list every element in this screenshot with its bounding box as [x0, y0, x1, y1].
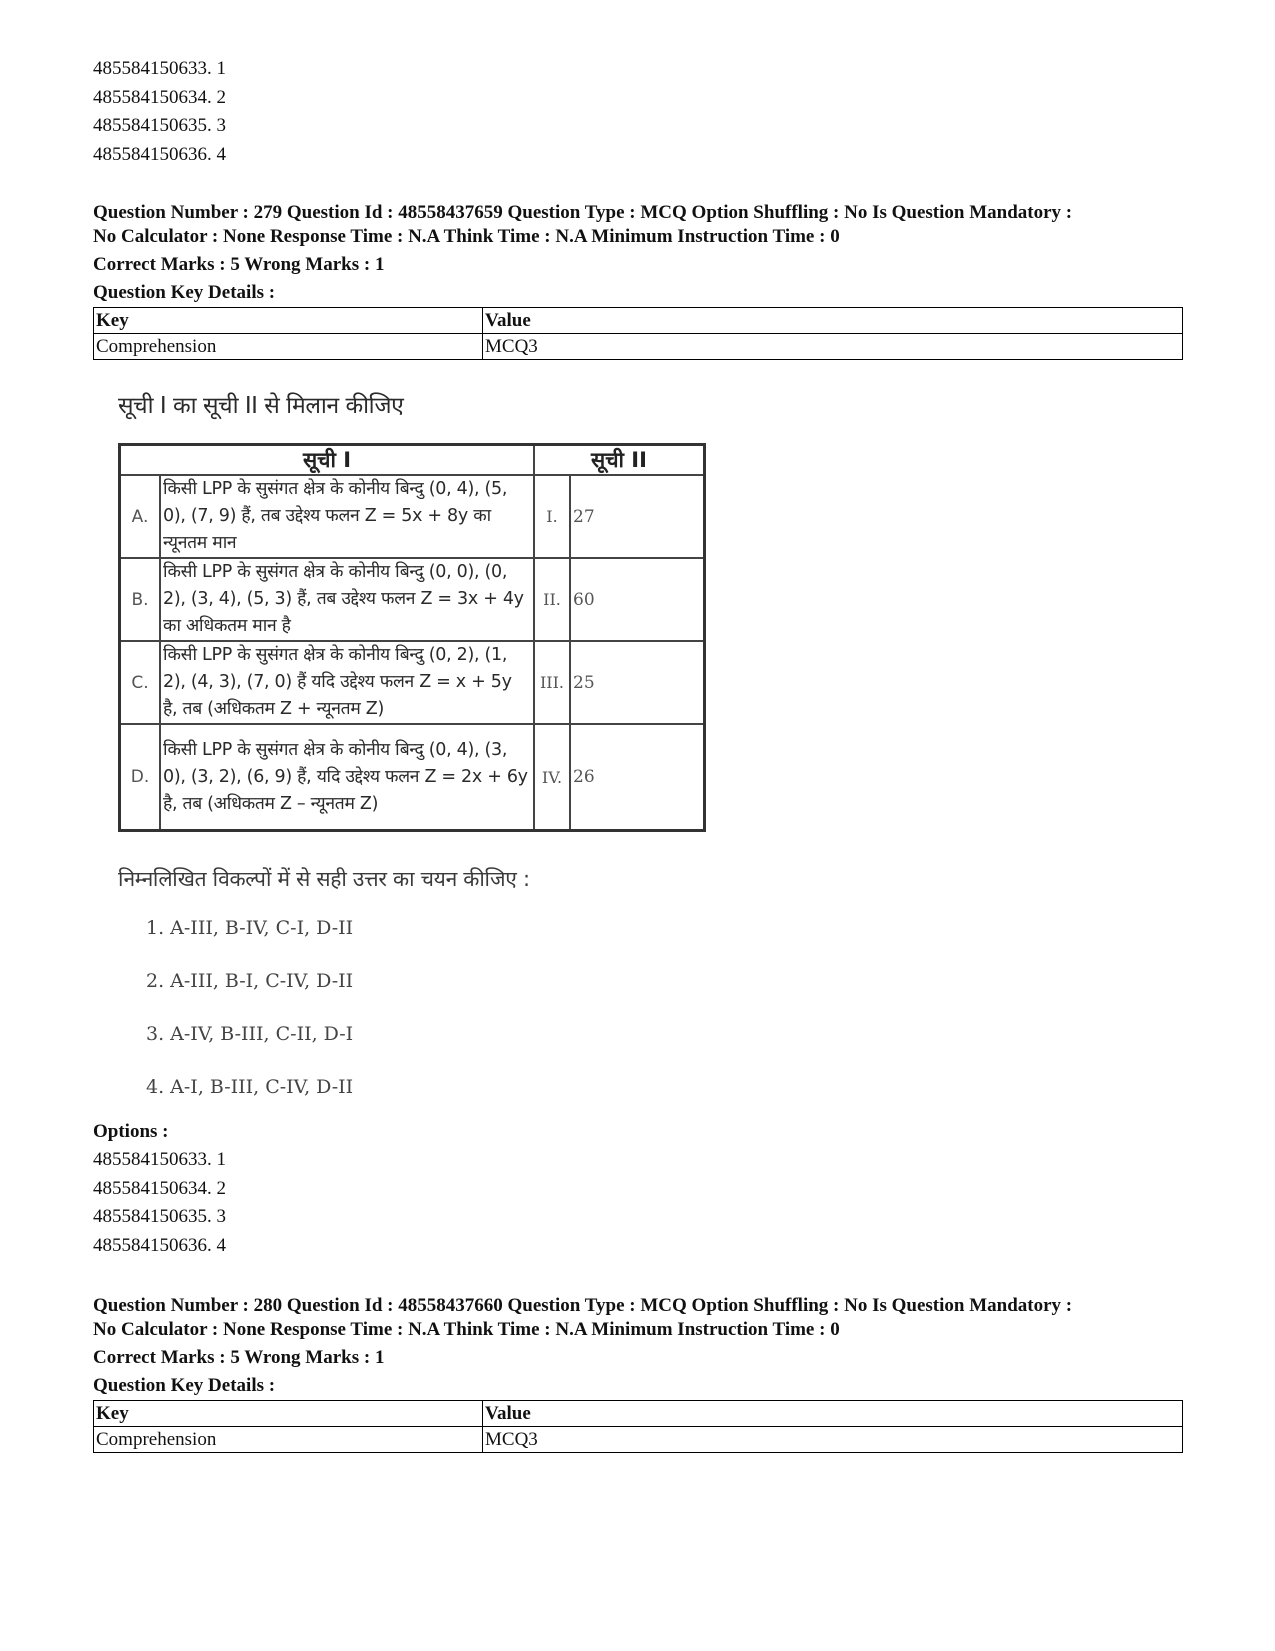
key-header: Key [94, 1401, 483, 1427]
question-header-279: Question Number : 279 Question Id : 48558437659 Question Type : MCQ Option Shuffling : No Is Question Mandatory : No Calculator : None Response Time : N.A Think Time : N.A Minimum Instruction Time : 0 [93, 202, 1073, 247]
question-header-280: Question Number : 280 Question Id : 48558437660 Question Type : MCQ Option Shuffling : No Is Question Mandatory : No Calculator : None Response Time : N.A Think Time : N.A Minimum Instruction Time : 0 [93, 1295, 1073, 1340]
list-2-header: सूची II [534, 445, 705, 476]
option-item: 485584150635. 3 [93, 1206, 226, 1227]
question-image [118, 380, 818, 1110]
instruction-text: निम्नलिखित विकल्पों में से सही उत्तर का चयन कीजिए : [118, 867, 530, 891]
choice-1: 1. A-III, B-IV, C-I, D-II [146, 917, 354, 939]
key-details-label: Question Key Details : [93, 1375, 276, 1396]
document-page [93, 55, 1183, 1453]
match-table [118, 443, 706, 832]
option-item: 485584150636. 4 [93, 1234, 226, 1256]
list-1-header: सूची I [120, 445, 535, 476]
value-cell: MCQ3 [483, 1427, 1183, 1453]
marks-line: Correct Marks : 5 Wrong Marks : 1 [93, 1347, 385, 1368]
option-item: 485584150635. 3 [93, 115, 226, 136]
table-row: A. किसी LPP के सुसंगत क्षेत्र के कोनीय बिन्दु (0, 4), (5, 0), (7, 9) हैं, तब उद्देश्य फलन Z = 5x + 8y का न्यूनतम मान I. 27 [120, 475, 705, 558]
value-header: Value [483, 308, 1183, 334]
choice-4: 4. A-I, B-III, C-IV, D-II [146, 1076, 354, 1098]
table-row: C. किसी LPP के सुसंगत क्षेत्र के कोनीय बिन्दु (0, 2), (1, 2), (4, 3), (7, 0) हैं यदि उद्देश्य फलन Z = x + 5y है, तब (अधिकतम Z + न्यूनतम Z) III. 25 [120, 641, 705, 724]
option-item: 485584150634. 2 [93, 1177, 226, 1199]
key-cell: Comprehension [94, 334, 483, 360]
options-list [93, 1146, 1183, 1260]
question-title: सूची I का सूची II से मिलान कीजिए [118, 393, 404, 419]
option-item: 485584150633. 1 [93, 1149, 226, 1170]
marks-line: Correct Marks : 5 Wrong Marks : 1 [93, 254, 385, 275]
key-cell: Comprehension [94, 1427, 483, 1453]
key-header: Key [94, 308, 483, 334]
options-label: Options : [93, 1121, 169, 1142]
choice-3: 3. A-IV, B-III, C-II, D-I [146, 1023, 354, 1045]
value-cell: MCQ3 [483, 334, 1183, 360]
value-header: Value [483, 1401, 1183, 1427]
table-row: B. किसी LPP के सुसंगत क्षेत्र के कोनीय बिन्दु (0, 0), (0, 2), (3, 4), (5, 3) हैं, तब उद्देश्य फलन Z = 3x + 4y का अधिकतम मान है II. 60 [120, 558, 705, 641]
option-item: 485584150633. 1 [93, 58, 226, 79]
option-item: 485584150636. 4 [93, 143, 226, 165]
option-item: 485584150634. 2 [93, 86, 226, 108]
key-value-table [93, 1400, 1183, 1453]
choice-2: 2. A-III, B-I, C-IV, D-II [146, 970, 354, 992]
key-details-label: Question Key Details : [93, 282, 276, 303]
table-row: D. किसी LPP के सुसंगत क्षेत्र के कोनीय बिन्दु (0, 4), (3, 0), (3, 2), (6, 9) हैं, यदि उद्देश्य फलन Z = 2x + 6y है, तब (अधिकतम Z – न्यूनतम Z) IV. 26 [120, 724, 705, 831]
previous-options-list [93, 55, 1183, 169]
key-value-table [93, 307, 1183, 360]
